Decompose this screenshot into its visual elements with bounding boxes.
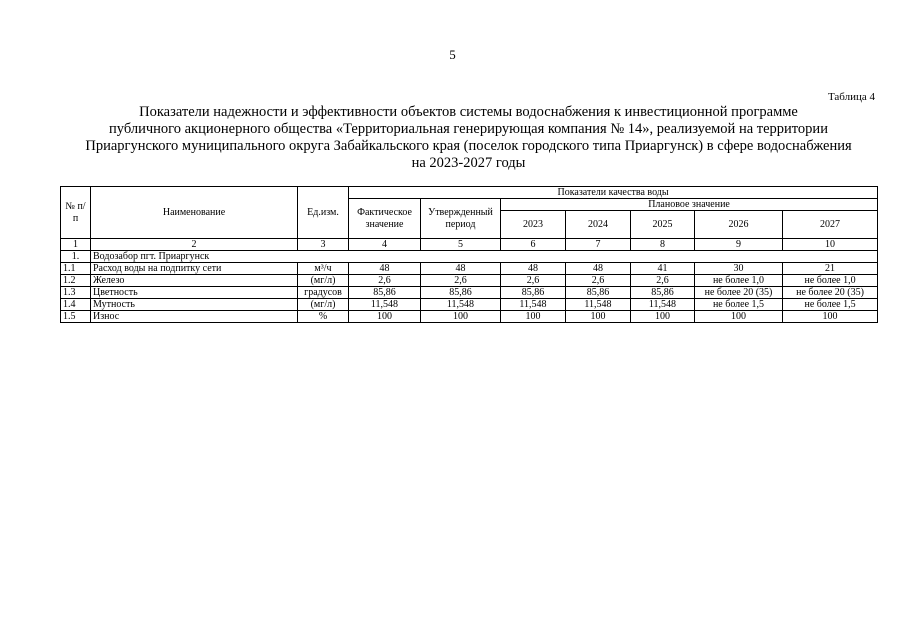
column-number: 10 <box>783 239 878 251</box>
row-number: 1.1 <box>61 263 91 275</box>
row-value: 11,548 <box>501 299 566 311</box>
row-number: 1. <box>61 251 91 263</box>
row-unit: (мг/л) <box>298 299 349 311</box>
header-planned-group: Плановое значение <box>501 199 878 211</box>
row-number: 1.5 <box>61 311 91 323</box>
page-number: 5 <box>449 47 456 62</box>
row-value: 2,6 <box>566 275 631 287</box>
column-number: 7 <box>566 239 631 251</box>
section-name: Водозабор пгт. Приаргунск <box>91 251 878 263</box>
row-value: 48 <box>421 263 501 275</box>
row-number: 1.2 <box>61 275 91 287</box>
title-line-4: на 2023-2027 годы <box>411 155 526 171</box>
row-value: не более 1,0 <box>695 275 783 287</box>
row-value: не более 20 (35) <box>695 287 783 299</box>
row-value: 85,86 <box>501 287 566 299</box>
row-value: не более 1,5 <box>695 299 783 311</box>
column-number: 4 <box>349 239 421 251</box>
header-actual: Фактическое значение <box>349 199 421 239</box>
row-value: 11,548 <box>349 299 421 311</box>
row-number: 1.4 <box>61 299 91 311</box>
row-value: 100 <box>695 311 783 323</box>
column-number: 2 <box>91 239 298 251</box>
row-value: 2,6 <box>501 275 566 287</box>
table-row <box>61 287 878 299</box>
table-row <box>61 299 878 311</box>
row-value: 2,6 <box>421 275 501 287</box>
header-year: 2026 <box>695 211 783 239</box>
row-name: Износ <box>91 311 298 323</box>
row-value: 100 <box>783 311 878 323</box>
row-value: не более 1,5 <box>783 299 878 311</box>
column-number: 3 <box>298 239 349 251</box>
header-approved: Утвержденный период <box>421 199 501 239</box>
section-row <box>61 251 878 263</box>
row-value: 2,6 <box>349 275 421 287</box>
header-no: № п/п <box>61 187 91 239</box>
row-value: 85,86 <box>631 287 695 299</box>
row-value: 48 <box>349 263 421 275</box>
row-value: не более 1,0 <box>783 275 878 287</box>
header-year: 2024 <box>566 211 631 239</box>
row-name: Мутность <box>91 299 298 311</box>
header-quality-group: Показатели качества воды <box>349 187 878 199</box>
row-name: Расход воды на подпитку сети <box>91 263 298 275</box>
row-value: 2,6 <box>631 275 695 287</box>
row-value: 100 <box>566 311 631 323</box>
title-line-3: Приаргунского муниципального округа Забайкальского края (поселок городского типа Приаргунск) в сфере водоснабжения <box>85 138 852 154</box>
row-value: 11,548 <box>566 299 631 311</box>
column-number-row <box>61 239 878 251</box>
table-caption: Таблица 4 <box>827 91 875 103</box>
row-value: не более 20 (35) <box>783 287 878 299</box>
row-value: 100 <box>421 311 501 323</box>
row-value: 41 <box>631 263 695 275</box>
row-value: 100 <box>501 311 566 323</box>
header-year: 2027 <box>783 211 878 239</box>
data-rows <box>61 263 878 323</box>
row-value: 11,548 <box>421 299 501 311</box>
row-unit: м³/ч <box>298 263 349 275</box>
indicators-table <box>60 186 878 323</box>
table-row <box>61 311 878 323</box>
row-value: 48 <box>501 263 566 275</box>
column-number: 8 <box>631 239 695 251</box>
row-value: 11,548 <box>631 299 695 311</box>
row-number: 1.3 <box>61 287 91 299</box>
header-unit: Ед.изм. <box>298 187 349 239</box>
row-value: 85,86 <box>566 287 631 299</box>
table-row <box>61 263 878 275</box>
row-value: 21 <box>783 263 878 275</box>
row-unit: (мг/л) <box>298 275 349 287</box>
row-name: Железо <box>91 275 298 287</box>
title-line-2: публичного акционерного общества «Территориальная генерирующая компания № 14», реализуемой на территории <box>109 121 828 137</box>
column-number: 6 <box>501 239 566 251</box>
row-name: Цветность <box>91 287 298 299</box>
row-value: 85,86 <box>421 287 501 299</box>
header-year: 2025 <box>631 211 695 239</box>
row-value: 100 <box>349 311 421 323</box>
column-number: 1 <box>61 239 91 251</box>
column-number: 5 <box>421 239 501 251</box>
table-row <box>61 275 878 287</box>
header-name: Наименование <box>91 187 298 239</box>
row-unit: % <box>298 311 349 323</box>
column-number: 9 <box>695 239 783 251</box>
header-year: 2023 <box>501 211 566 239</box>
document-title <box>60 104 877 172</box>
title-line-1: Показатели надежности и эффективности объектов системы водоснабжения к инвестиционной программе <box>139 104 798 120</box>
row-value: 85,86 <box>349 287 421 299</box>
row-value: 30 <box>695 263 783 275</box>
row-value: 100 <box>631 311 695 323</box>
row-unit: градусов <box>298 287 349 299</box>
row-value: 48 <box>566 263 631 275</box>
